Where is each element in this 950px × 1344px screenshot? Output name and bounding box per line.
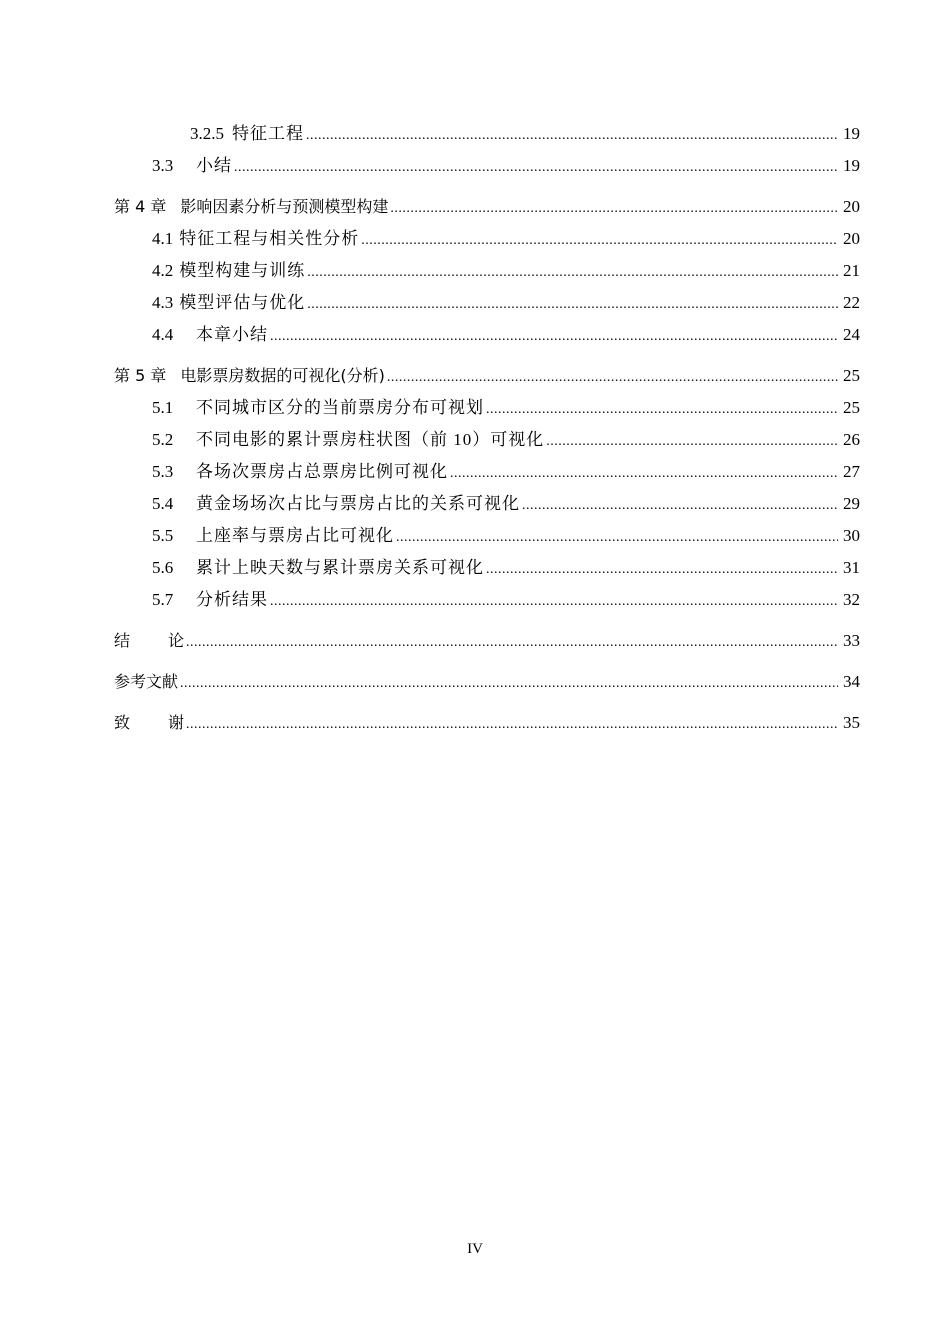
toc-entry-page: 20 (843, 197, 860, 216)
toc-entry-page: 25 (843, 398, 860, 417)
toc-entry-5-3[interactable] (114, 456, 860, 488)
toc-chapter-5[interactable] (114, 360, 860, 392)
toc-entry-page: 32 (843, 590, 860, 609)
toc-entry-page: 24 (843, 325, 860, 344)
toc-entry-page: 22 (843, 293, 860, 312)
toc-entry-number: 4.4 (152, 325, 174, 344)
toc-entry-title: 模型评估与优化 (179, 293, 306, 312)
toc-entry-4-2[interactable] (114, 255, 860, 287)
dot-leader (390, 193, 838, 225)
toc-entry-title: 本章小结 (196, 325, 268, 344)
toc-entry-page: 19 (843, 156, 860, 175)
toc-chapter-number: 致 (114, 713, 131, 732)
toc-chapter-number: 第 4 章 (114, 197, 167, 216)
toc-entry-number: 3.3 (152, 156, 174, 175)
dot-leader (306, 120, 838, 152)
toc-entry-title: 特征工程与相关性分析 (179, 229, 360, 248)
dot-leader (270, 321, 838, 353)
toc-entry-title: 特征工程 (232, 124, 304, 143)
toc-entry-page: 33 (843, 631, 860, 650)
toc-entry-number: 5.6 (152, 558, 174, 577)
toc-entry-page: 19 (843, 124, 860, 143)
dot-leader (234, 152, 838, 184)
toc-entry-5-5[interactable] (114, 520, 860, 552)
toc-entry-5-1[interactable] (114, 392, 860, 424)
dot-leader (307, 257, 838, 289)
toc-entry-number: 5.4 (152, 494, 174, 513)
toc-entry-number: 5.7 (152, 590, 174, 609)
toc-chapter-title: 电影票房数据的可视化(分析) (180, 366, 385, 385)
dot-leader (361, 225, 838, 257)
toc-acknowledgements[interactable] (114, 707, 860, 739)
toc-entry-title: 各场次票房占总票房比例可视化 (196, 462, 448, 481)
toc-entry-page: 29 (843, 494, 860, 513)
toc-entry-page: 25 (843, 366, 860, 385)
toc-entry-title: 黄金场场次占比与票房占比的关系可视化 (196, 494, 520, 513)
toc-entry-title: 模型构建与训练 (179, 261, 306, 280)
dot-leader (387, 362, 838, 394)
toc-entry-5-7[interactable] (114, 584, 860, 616)
toc-entry-page: 34 (843, 672, 860, 691)
toc-conclusion[interactable] (114, 625, 860, 657)
toc-chapter-number: 第 5 章 (114, 366, 167, 385)
toc-entry-5-4[interactable] (114, 488, 860, 520)
toc-entry-3-2-5[interactable] (114, 118, 860, 150)
toc-entry-number: 5.5 (152, 526, 174, 545)
toc-entry-title: 分析结果 (196, 590, 268, 609)
toc-entry-number: 4.2 (152, 261, 174, 280)
toc-entry-page: 21 (843, 261, 860, 280)
toc-chapter-4[interactable] (114, 191, 860, 223)
toc-chapter-number: 结 (114, 631, 131, 650)
toc-entry-title: 不同电影的累计票房柱状图（前 10）可视化 (196, 430, 545, 449)
toc-references[interactable] (114, 666, 860, 698)
toc-entry-title: 上座率与票房占比可视化 (196, 526, 394, 545)
toc-entry-title: 小结 (196, 156, 232, 175)
dot-leader (486, 394, 838, 426)
toc-entry-4-1[interactable] (114, 223, 860, 255)
toc-entry-title: 不同城市区分的当前票房分布可视划 (196, 398, 484, 417)
toc-entry-number: 4.1 (152, 229, 174, 248)
toc-chapter-title: 论 (168, 631, 185, 650)
toc-entry-5-2[interactable] (114, 424, 860, 456)
toc-entry-page: 20 (843, 229, 860, 248)
toc-entry-number: 5.3 (152, 462, 174, 481)
dot-leader (180, 668, 838, 700)
toc-entry-page: 35 (843, 713, 860, 732)
toc-chapter-title: 参考文献 (114, 672, 179, 691)
toc-entry-page: 30 (843, 526, 860, 545)
toc-entry-page: 27 (843, 462, 860, 481)
dot-leader (186, 627, 838, 659)
toc-entry-number: 5.1 (152, 398, 174, 417)
dot-leader (270, 586, 838, 618)
toc-entry-number: 3.2.5 (190, 124, 224, 143)
toc-entry-3-3[interactable] (114, 150, 860, 182)
dot-leader (186, 709, 838, 741)
toc-entry-4-4[interactable] (114, 319, 860, 351)
dot-leader (546, 426, 838, 458)
toc-entry-number: 4.3 (152, 293, 174, 312)
page-number-footer: IV (467, 1241, 483, 1257)
dot-leader (450, 458, 838, 490)
toc-entry-page: 26 (843, 430, 860, 449)
dot-leader (396, 522, 838, 554)
toc-chapter-title: 影响因素分析与预测模型构建 (180, 197, 389, 216)
toc-entry-4-3[interactable] (114, 287, 860, 319)
toc-entry-page: 31 (843, 558, 860, 577)
toc-entry-5-6[interactable] (114, 552, 860, 584)
dot-leader (522, 490, 838, 522)
toc-chapter-title: 谢 (168, 713, 185, 732)
dot-leader (307, 289, 838, 321)
table-of-contents (114, 118, 860, 739)
toc-entry-number: 5.2 (152, 430, 174, 449)
toc-entry-title: 累计上映天数与累计票房关系可视化 (196, 558, 484, 577)
dot-leader (486, 554, 838, 586)
